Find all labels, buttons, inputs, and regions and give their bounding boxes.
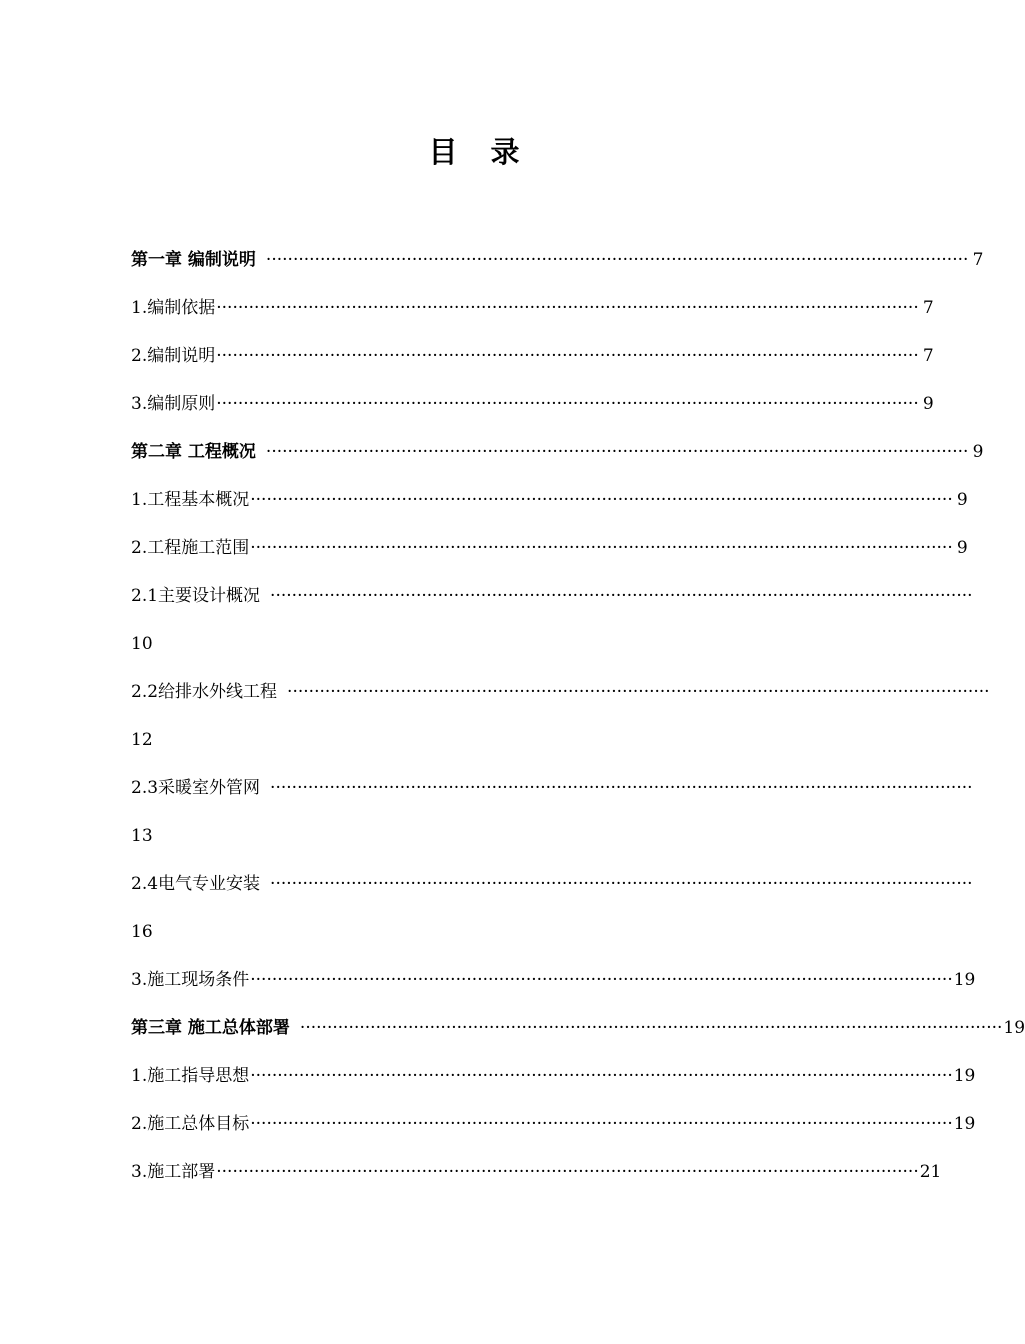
toc-entry[interactable]: [131, 1052, 976, 1100]
toc-dot-leader: ··································································································································: [216, 1162, 919, 1182]
toc-dot-leader: ··································································································································: [270, 874, 973, 894]
toc-page-number: 7: [922, 346, 934, 366]
toc-entry-label: 1.施工指导思想: [131, 1066, 250, 1086]
toc-entry-label: 1.编制依据: [131, 298, 216, 318]
toc-entry[interactable]: [131, 860, 973, 908]
toc-page-number: 12: [131, 730, 153, 750]
toc-dot-leader: ··································································································································: [250, 1066, 953, 1086]
toc-page-number: 19: [953, 1114, 976, 1134]
toc-entry-page-line: [131, 716, 841, 764]
toc-chapter-entry[interactable]: [131, 1004, 1025, 1052]
toc-dot-leader: ··································································································································: [299, 1018, 1003, 1038]
toc-entry-label: 2.工程施工范围: [131, 538, 250, 558]
toc-entry-label: 3.施工部署: [131, 1162, 216, 1182]
toc-page-number: 9: [956, 538, 968, 558]
toc-page-number: 7: [972, 250, 984, 270]
toc-entry-page-line: [131, 620, 841, 668]
toc-entry-label: 3.编制原则: [131, 394, 216, 414]
toc-entry-label: 3.施工现场条件: [131, 970, 250, 990]
toc-dot-leader: ··································································································································: [250, 490, 953, 510]
toc-dot-leader: ··································································································································: [250, 1114, 953, 1134]
toc-entry-label: 第二章 工程概况: [131, 442, 256, 462]
toc-entry[interactable]: [131, 668, 990, 716]
toc-entry[interactable]: [131, 284, 934, 332]
toc-dot-leader: ··································································································································: [216, 394, 919, 414]
toc-entry[interactable]: [131, 572, 973, 620]
toc-entry[interactable]: [131, 1148, 942, 1196]
toc-entry-label: 2.1主要设计概况: [131, 586, 261, 606]
toc-entry-label: 第三章 施工总体部署: [131, 1018, 290, 1038]
toc-page-number: 9: [922, 394, 934, 414]
toc-entry-label: 1.工程基本概况: [131, 490, 250, 510]
toc-dot-leader: ··································································································································: [265, 250, 969, 270]
toc-entry[interactable]: [131, 956, 976, 1004]
toc-dot-leader: ··································································································································: [265, 442, 969, 462]
table-of-contents: [131, 236, 1025, 1196]
toc-entry-label: 2.编制说明: [131, 346, 216, 366]
toc-entry[interactable]: [131, 1100, 976, 1148]
toc-chapter-entry[interactable]: [131, 428, 984, 476]
toc-page-number: 19: [953, 970, 976, 990]
toc-page-number: 13: [131, 826, 153, 846]
toc-dot-leader: ··································································································································: [270, 778, 973, 798]
toc-entry[interactable]: [131, 524, 968, 572]
toc-entry-label: 2.2给排水外线工程: [131, 682, 278, 702]
toc-entry[interactable]: [131, 380, 934, 428]
toc-entry-label: 2.4电气专业安装: [131, 874, 261, 894]
toc-entry[interactable]: [131, 332, 934, 380]
toc-entry[interactable]: [131, 764, 973, 812]
toc-dot-leader: ··································································································································: [287, 682, 990, 702]
toc-entry-label: 第一章 编制说明: [131, 250, 256, 270]
toc-dot-leader: ··································································································································: [250, 538, 953, 558]
toc-page-number: 16: [131, 922, 153, 942]
toc-chapter-entry[interactable]: [131, 236, 984, 284]
toc-page-number: 10: [131, 634, 153, 654]
toc-page-number: 9: [972, 442, 984, 462]
page-title: 目 录: [428, 135, 522, 169]
toc-entry[interactable]: [131, 476, 968, 524]
toc-page-number: 9: [956, 490, 968, 510]
toc-page-number: 21: [919, 1162, 942, 1182]
toc-dot-leader: ··································································································································: [216, 346, 919, 366]
toc-dot-leader: ··································································································································: [216, 298, 919, 318]
toc-page-number: 7: [922, 298, 934, 318]
toc-dot-leader: ··································································································································: [250, 970, 953, 990]
toc-dot-leader: ··································································································································: [270, 586, 973, 606]
toc-entry-label: 2.施工总体目标: [131, 1114, 250, 1134]
toc-entry-page-line: [131, 812, 841, 860]
toc-page-number: 19: [953, 1066, 976, 1086]
toc-entry-page-line: [131, 908, 841, 956]
toc-entry-label: 2.3采暖室外管网: [131, 778, 261, 798]
toc-page-number: 19: [1003, 1018, 1025, 1038]
